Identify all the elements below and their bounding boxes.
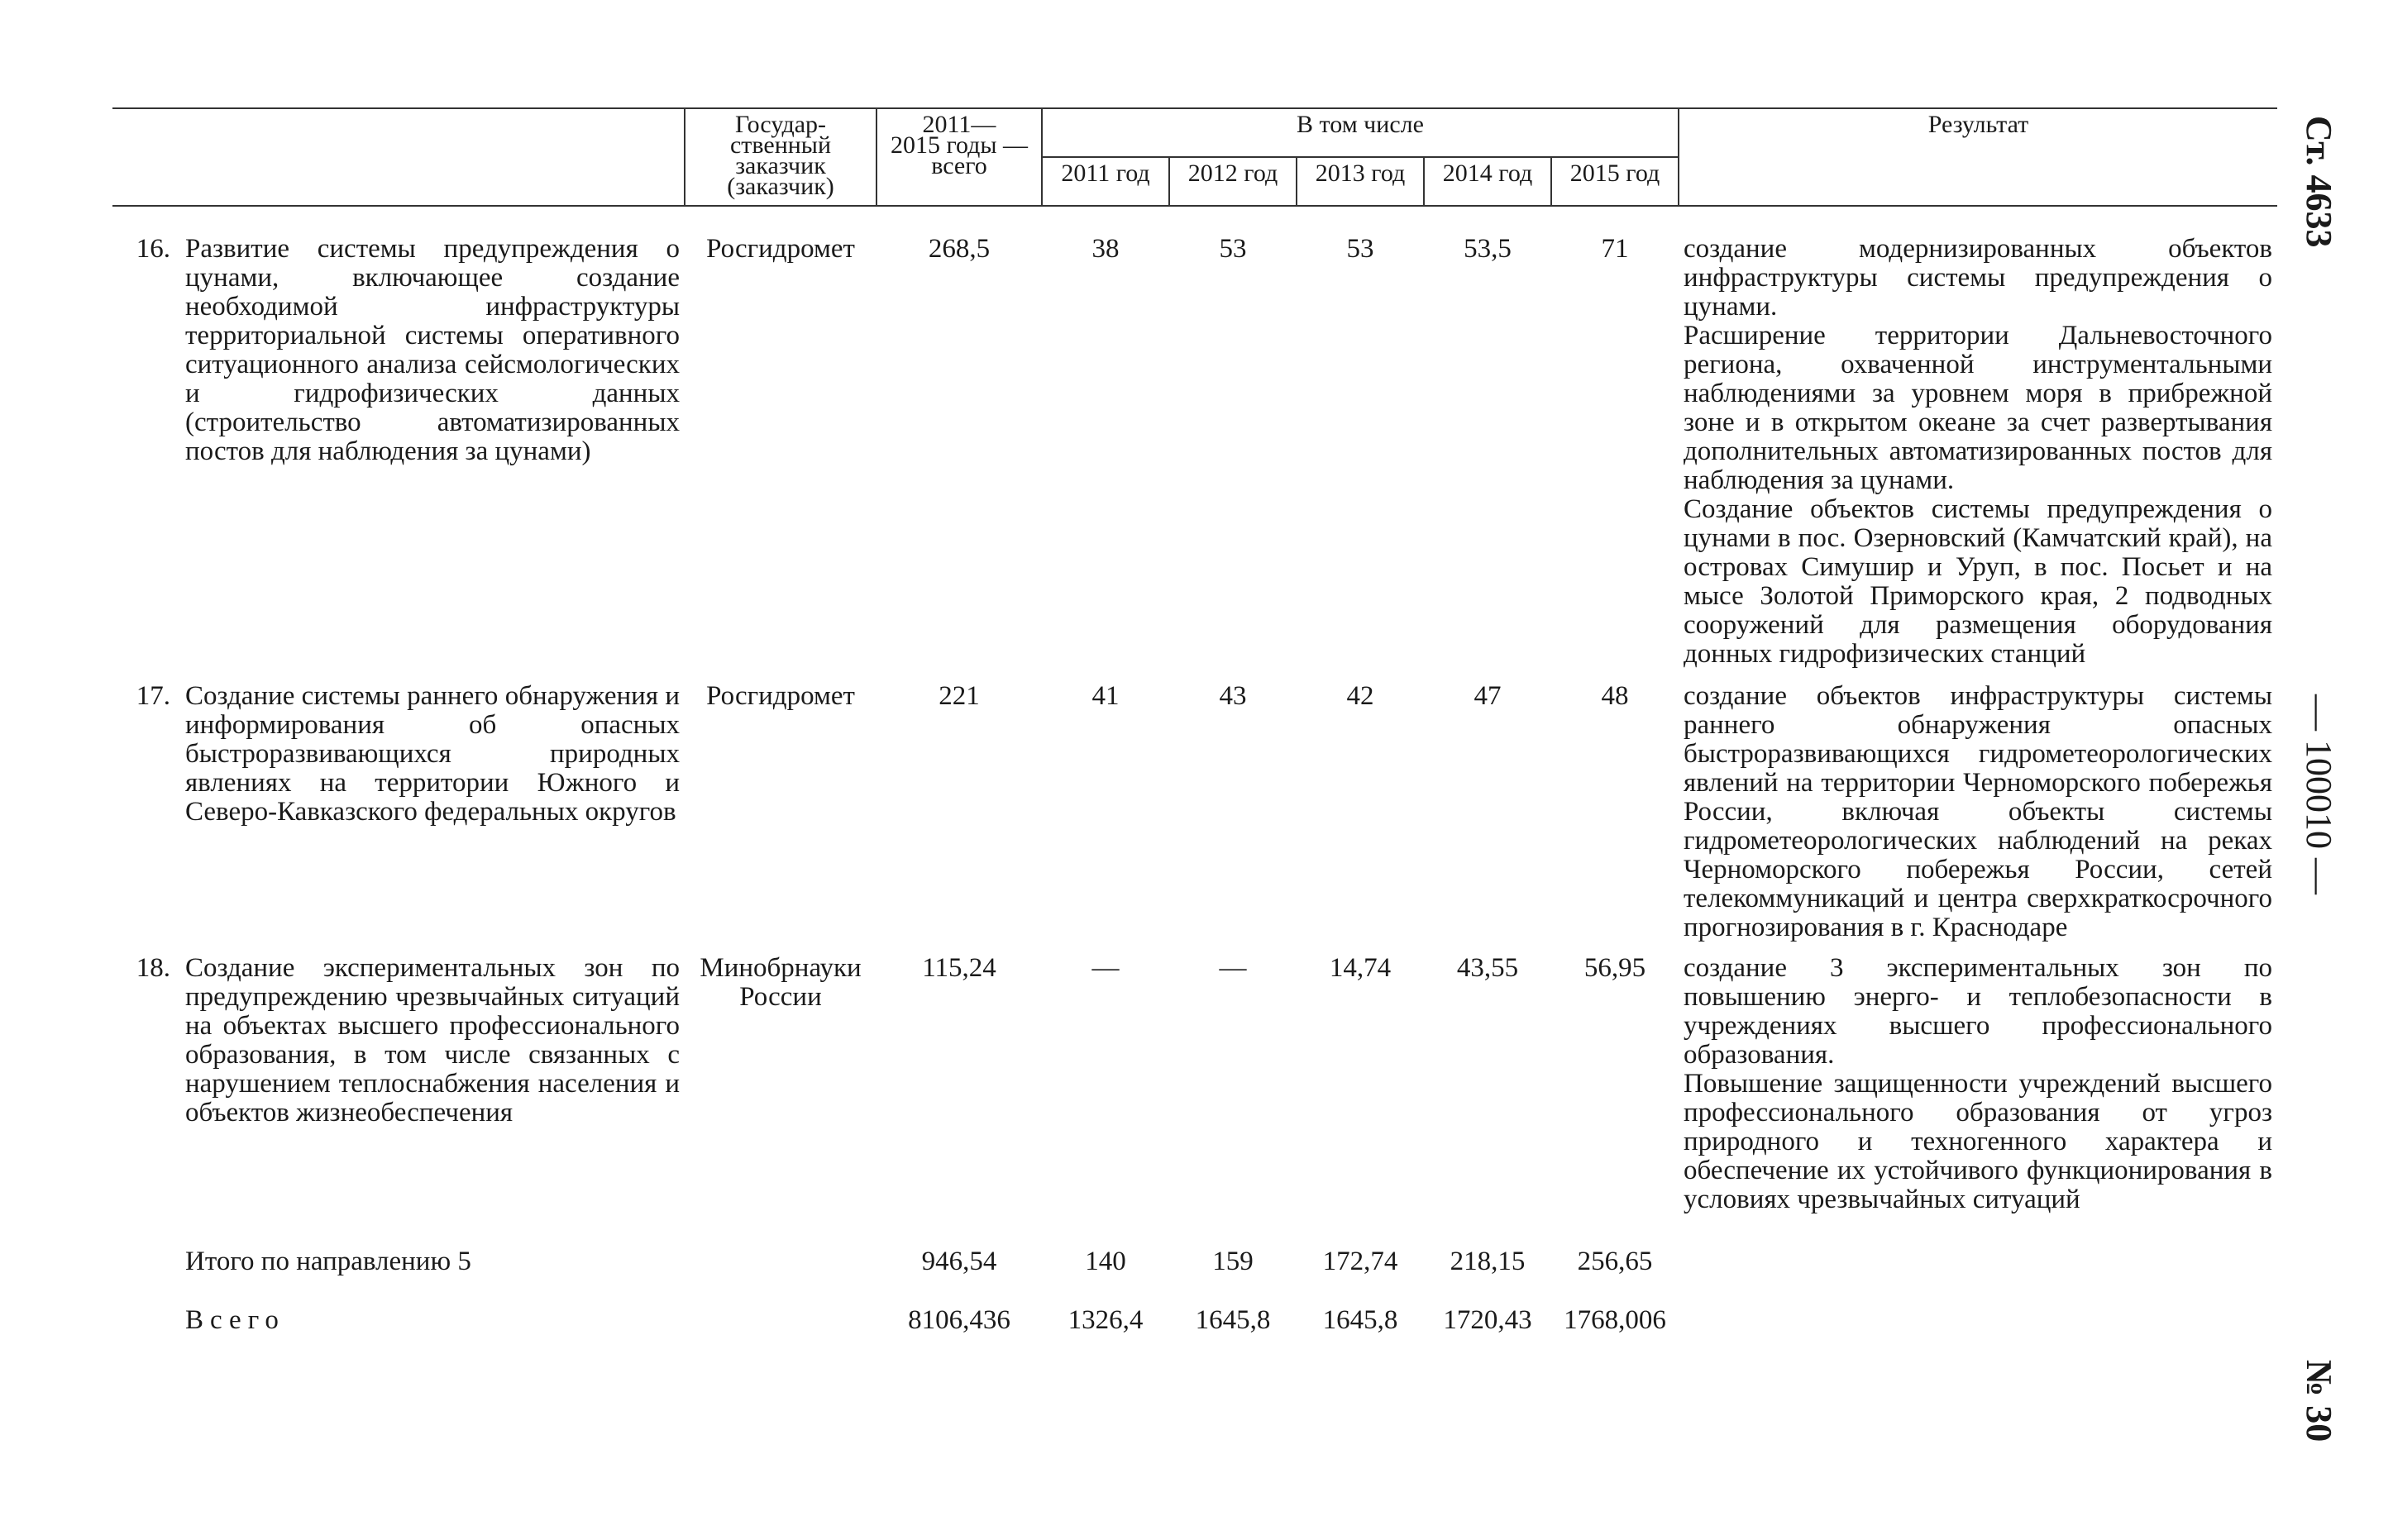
header-year-2015: 2015 год — [1551, 157, 1679, 206]
table-row — [112, 235, 2277, 669]
row-number: 16. — [136, 234, 170, 264]
result-text: создание 3 экспериментальных зон по повышению энерго- и теплобезопасности в учреждениях высшего профессионального образования. Повышение защищенности учреждений высшего профессионального образования от угроз природного и техногенного характера и обеспечение их устойчивого функционирования в условиях чрезвычайных ситуаций — [1684, 953, 2272, 1214]
table-row — [112, 682, 2277, 942]
table-row — [112, 954, 2277, 1214]
subtotal-2015: 256,65 — [1577, 1247, 1653, 1276]
value-2011: 41 — [1091, 681, 1120, 711]
row-number: 18. — [136, 953, 170, 983]
value-2015: 71 — [1601, 234, 1629, 264]
subtotal-2014: 218,15 — [1450, 1247, 1526, 1276]
header-blank — [112, 108, 685, 206]
header-year-2013: 2013 год — [1297, 157, 1424, 206]
measure-name: Создание системы раннего обнаружения и информирования об опасных быстроразвивающихся природных явлениях на территории Южного и Северо-Кавказского федеральных округов — [185, 681, 680, 827]
header-customer: Государ- ственный заказчик (заказчик) — [685, 108, 876, 206]
measure-name: Развитие системы предупреждения о цунами, включающее создание необходимой инфраструктуры территориальной системы оперативного ситуационного анализа сейсмологических и гидрофизических данных (строительство автоматизированных постов для наблюдения за цунами) — [185, 234, 680, 466]
subtotal-2011: 140 — [1085, 1247, 1126, 1276]
grand-total-2014: 1720,43 — [1443, 1305, 1532, 1335]
table-header — [112, 108, 2277, 206]
row-number: 17. — [136, 681, 170, 711]
header-year-2011: 2011 год — [1042, 157, 1169, 206]
grand-total-row — [112, 1306, 2277, 1335]
grand-total-2011: 1326,4 — [1068, 1305, 1144, 1335]
grand-total-2012: 1645,8 — [1195, 1305, 1271, 1335]
result-text: создание модернизированных объектов инфраструктуры системы предупреждения о цунами. Расширение территории Дальневосточного региона, охваченной инструментальными наблюдениями за уровнем моря в прибрежной зоне и в открытом океане за счет развертывания дополнительных автоматизированных постов для наблюдения за цунами. Создание объектов системы предупреждения о цунами в пос. Озерновский (Камчатский край), на островах Симушир и Уруп, в пос. Посьет и на мысе Золотой Приморского края, 2 подводных сооружений для размещения оборудования донных гидрофизических станций — [1684, 234, 2272, 669]
value-2012: — — [1219, 953, 1247, 983]
header-result: Результат — [1679, 108, 2277, 206]
value-2013: 42 — [1346, 681, 1374, 711]
subtotal-total: 946,54 — [921, 1247, 997, 1276]
customer: Росгидромет — [706, 234, 855, 264]
result-text: создание объектов инфраструктуры системы раннего обнаружения опасных быстроразвивающихся гидрометеорологических явлений на территории Черноморского побережья России, включая объекты системы гидрометеорологических наблюдений на реках Черноморского побережья России, сетей телекоммуникаций и центра сверхкраткосрочного прогнозирования в г. Краснодаре — [1684, 681, 2272, 942]
value-2015: 48 — [1601, 681, 1629, 711]
value-2012: 43 — [1219, 681, 1247, 711]
header-including: В том числе — [1042, 108, 1679, 157]
subtotal-2012: 159 — [1212, 1247, 1254, 1276]
value-2011: — — [1091, 953, 1120, 983]
customer: Минобрнауки России — [700, 953, 862, 1012]
value-2011: 38 — [1091, 234, 1120, 264]
header-year-2012: 2012 год — [1169, 157, 1297, 206]
value-2015: 56,95 — [1583, 953, 1646, 983]
subtotal-2013: 172,74 — [1322, 1247, 1398, 1276]
grand-total-label: Всего — [185, 1305, 285, 1335]
header-year-2014: 2014 год — [1424, 157, 1551, 206]
value-2013: 14,74 — [1329, 953, 1392, 983]
grand-total-2013: 1645,8 — [1322, 1305, 1398, 1335]
grand-total: 8106,436 — [908, 1305, 1010, 1335]
subtotal-row — [112, 1247, 2277, 1276]
subtotal-label: Итого по направлению 5 — [185, 1247, 471, 1276]
value-2014: 47 — [1474, 681, 1502, 711]
program-table — [112, 107, 2277, 1335]
grand-total-2015: 1768,006 — [1564, 1305, 1666, 1335]
header-total: 2011— 2015 годы — всего — [876, 108, 1042, 206]
value-2014: 53,5 — [1464, 234, 1512, 264]
measure-name: Создание экспериментальных зон по предупреждению чрезвычайных ситуаций на объектах высшего профессионального образования, в том числе связанных с нарушением теплоснабжения населения и объектов жизнеобеспечения — [185, 953, 680, 1128]
customer: Росгидромет — [706, 681, 855, 711]
value-2014: 43,55 — [1456, 953, 1519, 983]
value-2012: 53 — [1219, 234, 1247, 264]
total-value: 115,24 — [922, 953, 996, 983]
total-value: 268,5 — [928, 234, 991, 264]
value-2013: 53 — [1346, 234, 1374, 264]
total-value: 221 — [939, 681, 980, 711]
